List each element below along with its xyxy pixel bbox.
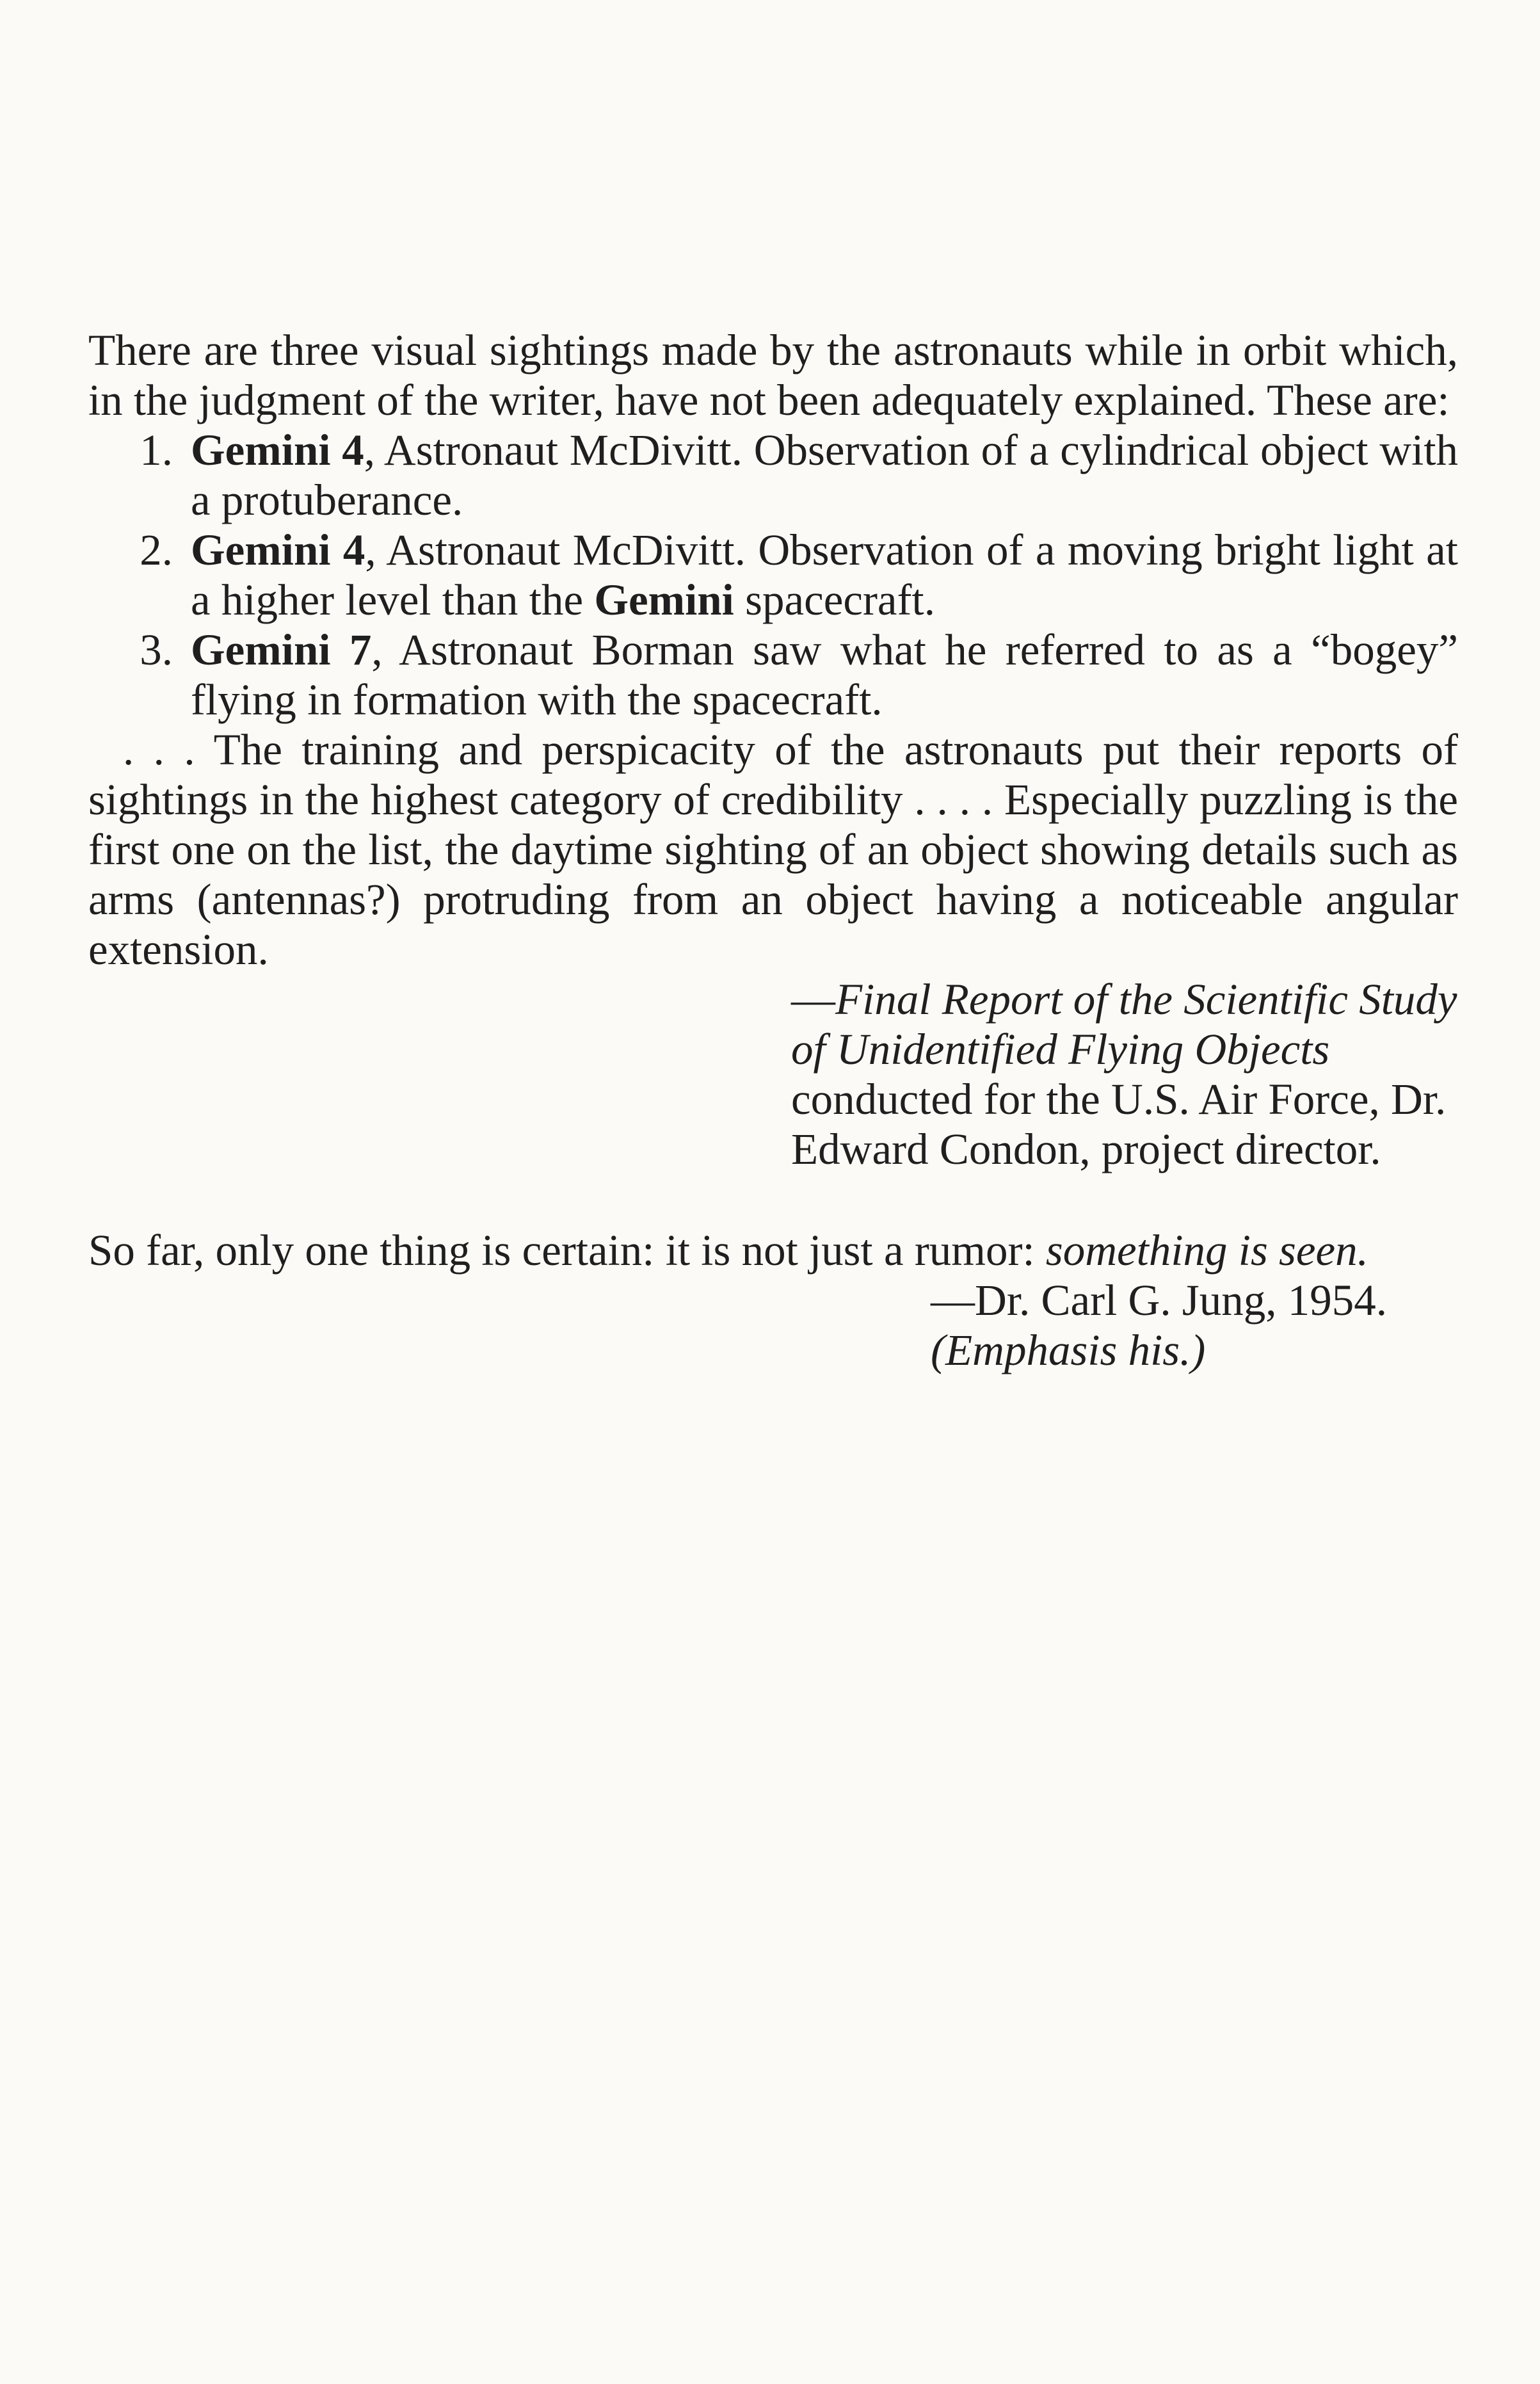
sightings-list xyxy=(88,425,1458,725)
condon-attribution: —Final Report of the Scientific Study of Unidentified Flying Objects conducted for the U.S. Air Force, Dr. Edward Condon, project director. xyxy=(791,975,1457,1173)
spacecraft-name: Gemini 4 xyxy=(191,426,364,474)
list-item xyxy=(88,625,1458,725)
list-number: 1. xyxy=(140,426,173,474)
list-item xyxy=(88,525,1458,625)
spacecraft-name: Gemini 7 xyxy=(191,625,372,674)
list-item-text: Gemini 7, Astronaut Borman saw what he referred to as a “bogey” flying in formation with the spacecraft. xyxy=(191,625,1458,724)
list-item xyxy=(88,425,1458,525)
list-item-text: Gemini 4, Astronaut McDivitt. Observation of a moving bright light at a higher level than the Gemini spacecraft. xyxy=(191,526,1458,624)
list-item-text: Gemini 4, Astronaut McDivitt. Observation of a cylindrical object with a protuberance. xyxy=(191,426,1458,524)
report-title: Final Report of the Scientific Study of Unidentified Flying Objects xyxy=(791,975,1457,1074)
spacecraft-name: Gemini 4 xyxy=(191,526,365,574)
jung-attribution xyxy=(931,1275,1458,1375)
condon-excerpt: . . . The training and perspicacity of the astronauts put their reports of sightings in the highest category of credibility . . . . Especially puzzling is the first one on the list, the daytime sighting of an object showing details such as arms (antennas?) protruding from an object having a noticeable angular extension. xyxy=(88,725,1458,974)
list-number: 3. xyxy=(140,625,173,674)
jung-quote: So far, only one thing is certain: it is not just a rumor: something is seen. xyxy=(88,1226,1368,1275)
emphasis-text: something is seen. xyxy=(1045,1226,1368,1275)
jung-attribution-name: —Dr. Carl G. Jung, 1954. xyxy=(931,1276,1387,1325)
list-number: 2. xyxy=(140,526,173,574)
section-gap xyxy=(88,1174,1458,1225)
spacecraft-name: Gemini xyxy=(594,576,734,624)
epigraph-page xyxy=(88,325,1458,1375)
intro-paragraph: There are three visual sightings made by the astronauts while in orbit which, in the judgment of the writer, have not been adequately explained. These are: xyxy=(88,326,1458,424)
jung-attribution-note: (Emphasis his.) xyxy=(931,1326,1206,1374)
